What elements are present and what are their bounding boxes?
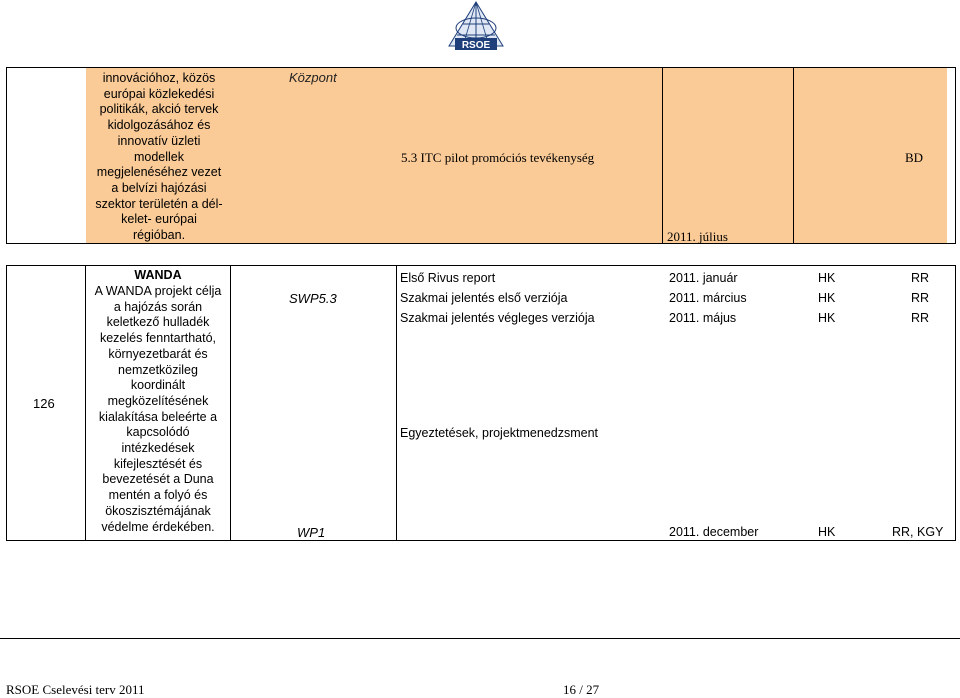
description-line: bevezetését a Duna (102, 472, 214, 487)
location-cell (232, 68, 398, 243)
task-participant: RR (911, 291, 930, 305)
description-line: régióban. (132, 228, 186, 243)
location-label: Központ (289, 70, 337, 85)
wanda-row-table (6, 265, 956, 541)
description-line: a belvízi hajózási (111, 180, 207, 195)
task-date: 2011. május (669, 311, 737, 325)
footer-document-title: RSOE Cselevési terv 2011 (6, 682, 145, 697)
footer-page-number: 16 / 27 (563, 682, 600, 697)
project-description (86, 284, 230, 535)
logo-text: RSOE (461, 40, 491, 51)
description-text (86, 71, 232, 244)
activity-date: 2011. július (667, 229, 728, 244)
description-line: modellek (133, 149, 185, 164)
description-line: szektor területén a dél- (95, 196, 223, 211)
description-line: kapcsolódó (126, 425, 190, 440)
description-line: nemzetközileg (118, 362, 198, 377)
description-line: innovációhoz, közös (102, 71, 216, 85)
description-line: megjelenéséhez vezet (96, 165, 222, 180)
package-label: WP1 (297, 525, 326, 540)
row-number-cell (7, 68, 87, 243)
description-line: kialakítása beleérte a (98, 409, 218, 424)
description-line: környezetbarát és (108, 346, 208, 361)
description-line: kezelés fenntartható, (99, 331, 217, 346)
coordination-task: Egyeztetések, projektmenedzsment (400, 426, 599, 440)
row-number: 126 (33, 396, 55, 411)
task-name: Szakmai jelentés végleges verziója (400, 311, 595, 325)
column-divider (662, 68, 663, 243)
task-responsible: HK (818, 271, 836, 285)
description-line: mentén a folyó és (108, 488, 208, 503)
description-line: intézkedések (121, 441, 195, 456)
task-date: 2011. március (669, 291, 747, 305)
project-title: WANDA (134, 268, 182, 282)
description-line: innovatív üzleti (117, 133, 201, 148)
description-line: védelme érdekében. (101, 519, 215, 534)
description-line: európai közlekedési (103, 86, 215, 101)
description-line: megközelítésének (107, 393, 209, 408)
description-line: koordinált (130, 378, 186, 393)
task-participant: RR (911, 271, 930, 285)
task-participant: RR (911, 311, 930, 325)
subpackage-label: SWP5.3 (289, 291, 337, 306)
final-date: 2011. december (669, 525, 759, 539)
description-line: kidolgozásához és (107, 118, 211, 133)
final-participant: RR, KGY (892, 525, 944, 539)
description-cell (86, 68, 233, 243)
final-responsible: HK (818, 525, 836, 539)
task-name: Szakmai jelentés első verziója (400, 291, 568, 305)
task-responsible: HK (818, 311, 836, 325)
description-line: a hajózás során (113, 299, 203, 314)
description-line: kifejlesztését és (113, 456, 203, 471)
column-divider (396, 266, 397, 540)
description-line: A WANDA projekt célja (94, 284, 222, 298)
task-responsible: HK (818, 291, 836, 305)
description-line: kelet- európai (121, 212, 197, 227)
rsoe-logo (443, 0, 509, 58)
column-divider (230, 266, 231, 540)
task-name: Első Rivus report (400, 271, 496, 285)
column-divider (793, 68, 794, 243)
previous-row-table (6, 67, 956, 244)
footer-divider (0, 638, 960, 639)
description-line: ökoszisztémájának (105, 503, 211, 518)
activity-label: 5.3 ITC pilot promóciós tevékenység (401, 150, 595, 165)
activity-cell (397, 68, 947, 243)
activity-code: BD (905, 150, 924, 165)
description-line: politikák, akció tervek (99, 102, 219, 117)
task-date: 2011. január (669, 271, 738, 285)
description-line: keletkező hulladék (106, 315, 210, 330)
